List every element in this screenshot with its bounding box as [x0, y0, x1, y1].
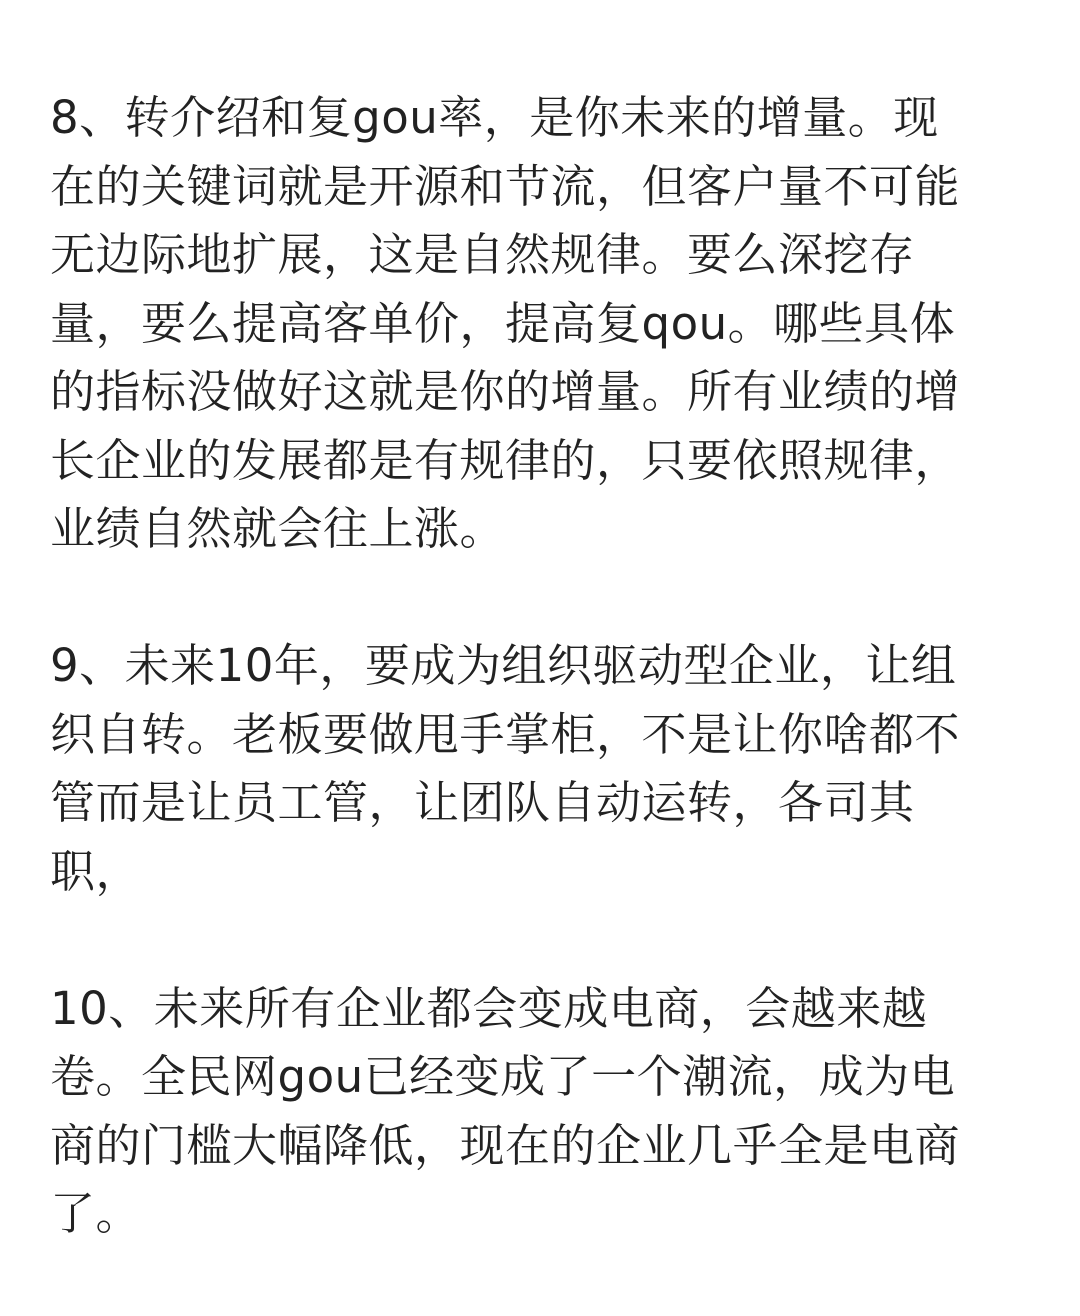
text-line: 无边际地扩展，这是自然规律。要么深挖存	[50, 228, 915, 281]
text-line: 业绩自然就会往上涨。	[50, 502, 506, 555]
article-body	[50, 84, 1040, 1249]
text-line: 卷。全民网gou已经变成了一个潮流，成为电	[50, 1050, 956, 1103]
text-line: 了。	[50, 1187, 142, 1240]
paragraph-9	[50, 632, 1040, 906]
paragraph-10	[50, 975, 1040, 1249]
text-line: 10、未来所有企业都会变成电商，会越来越	[50, 981, 928, 1035]
text-line: 职，	[50, 844, 142, 898]
paragraph-spacer	[50, 564, 1040, 633]
text-line: 9、未来10年，要成为组织驱动型企业，让组	[50, 639, 957, 692]
text-line: 管而是让员工管，让团队自动运转，各司其	[50, 776, 915, 829]
text-line: 商的门槛大幅降低，现在的企业几乎全是电商	[50, 1118, 961, 1172]
paragraph-spacer	[50, 906, 1040, 975]
text-line: 8、转介绍和复gou率，是你未来的增量。现	[50, 91, 939, 144]
paragraph-8	[50, 84, 1040, 564]
text-line: 在的关键词就是开源和节流，但客户量不可能	[50, 159, 961, 213]
text-line: 的指标没做好这就是你的增量。所有业绩的增	[50, 365, 961, 418]
text-line: 量，要么提高客单价，提高复qou。哪些具体	[50, 296, 956, 350]
text-line: 长企业的发展都是有规律的，只要依照规律，	[50, 433, 961, 487]
text-line: 织自转。老板要做甩手掌柜，不是让你啥都不	[50, 707, 961, 761]
